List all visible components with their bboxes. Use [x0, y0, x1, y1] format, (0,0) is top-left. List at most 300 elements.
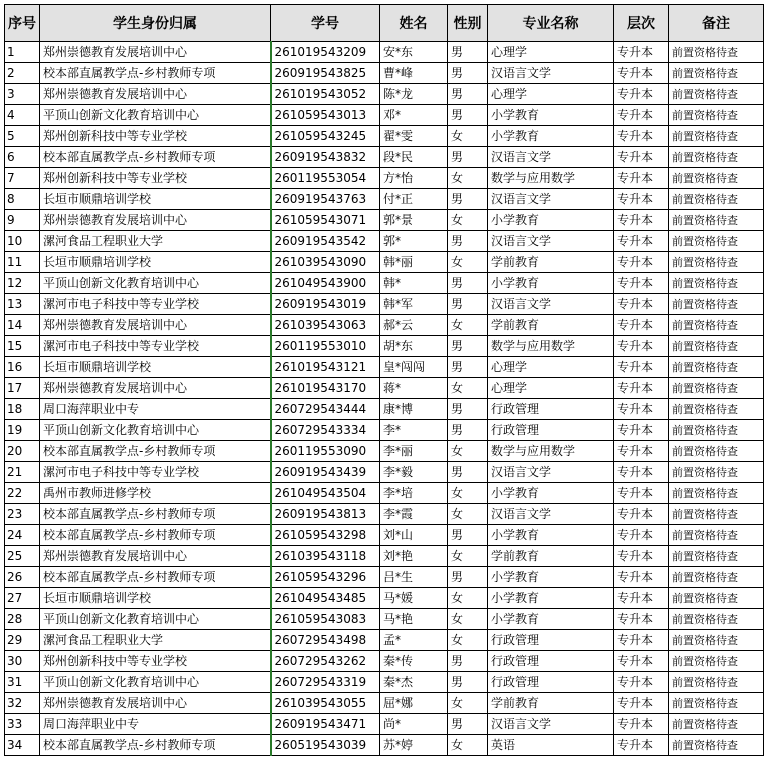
cell-student-id: 261019543170: [271, 378, 380, 399]
cell-student-id: 261019543052: [271, 84, 380, 105]
table-row: [5, 546, 764, 567]
cell-major: 数学与应用数学: [488, 168, 614, 189]
cell-student-id: 260729543262: [271, 651, 380, 672]
cell-level: 专升本: [614, 42, 669, 63]
cell-name: 付*正: [380, 189, 448, 210]
table-row: [5, 105, 764, 126]
cell-student-id: 261019543121: [271, 357, 380, 378]
cell-name: 陈*龙: [380, 84, 448, 105]
table-row: [5, 441, 764, 462]
cell-student-id: 260119553090: [271, 441, 380, 462]
cell-level: 专升本: [614, 273, 669, 294]
table-row: [5, 315, 764, 336]
cell-major: 汉语言文学: [488, 147, 614, 168]
cell-gender: 男: [448, 525, 488, 546]
cell-affiliation: 校本部直属教学点-乡村教师专项: [40, 63, 271, 84]
cell-affiliation: 校本部直属教学点-乡村教师专项: [40, 147, 271, 168]
student-table: [4, 4, 764, 756]
table-body: [5, 42, 764, 756]
cell-name: 韩*丽: [380, 252, 448, 273]
table-row: [5, 231, 764, 252]
cell-index: 10: [5, 231, 40, 252]
cell-name: 郭*: [380, 231, 448, 252]
cell-major: 英语: [488, 735, 614, 756]
cell-major: 心理学: [488, 84, 614, 105]
cell-affiliation: 郑州崇德教育发展培训中心: [40, 42, 271, 63]
cell-level: 专升本: [614, 672, 669, 693]
table-row: [5, 630, 764, 651]
cell-remark: 前置资格待查: [669, 210, 764, 231]
cell-affiliation: 周口海萍职业中专: [40, 714, 271, 735]
cell-level: 专升本: [614, 294, 669, 315]
cell-index: 30: [5, 651, 40, 672]
cell-student-id: 260919543471: [271, 714, 380, 735]
cell-level: 专升本: [614, 546, 669, 567]
cell-gender: 女: [448, 630, 488, 651]
table-row: [5, 714, 764, 735]
cell-affiliation: 平顶山创新文化教育培训中心: [40, 672, 271, 693]
cell-remark: 前置资格待查: [669, 378, 764, 399]
cell-remark: 前置资格待查: [669, 588, 764, 609]
header-remark: 备注: [669, 5, 764, 42]
cell-name: 胡*东: [380, 336, 448, 357]
table-row: [5, 357, 764, 378]
cell-index: 15: [5, 336, 40, 357]
cell-affiliation: 平顶山创新文化教育培训中心: [40, 273, 271, 294]
cell-level: 专升本: [614, 105, 669, 126]
cell-affiliation: 平顶山创新文化教育培训中心: [40, 105, 271, 126]
cell-major: 汉语言文学: [488, 189, 614, 210]
cell-affiliation: 周口海萍职业中专: [40, 399, 271, 420]
cell-student-id: 261049543504: [271, 483, 380, 504]
cell-level: 专升本: [614, 504, 669, 525]
cell-affiliation: 校本部直属教学点-乡村教师专项: [40, 735, 271, 756]
cell-index: 23: [5, 504, 40, 525]
cell-affiliation: 校本部直属教学点-乡村教师专项: [40, 504, 271, 525]
cell-index: 28: [5, 609, 40, 630]
cell-major: 汉语言文学: [488, 231, 614, 252]
cell-remark: 前置资格待查: [669, 336, 764, 357]
cell-name: 刘*山: [380, 525, 448, 546]
cell-affiliation: 平顶山创新文化教育培训中心: [40, 609, 271, 630]
cell-gender: 女: [448, 588, 488, 609]
cell-major: 学前教育: [488, 693, 614, 714]
table-row: [5, 672, 764, 693]
cell-remark: 前置资格待查: [669, 420, 764, 441]
cell-level: 专升本: [614, 231, 669, 252]
cell-level: 专升本: [614, 525, 669, 546]
cell-remark: 前置资格待查: [669, 714, 764, 735]
cell-level: 专升本: [614, 609, 669, 630]
cell-level: 专升本: [614, 147, 669, 168]
cell-level: 专升本: [614, 210, 669, 231]
cell-major: 心理学: [488, 42, 614, 63]
header-index: 序号: [5, 5, 40, 42]
cell-major: 小学教育: [488, 525, 614, 546]
cell-affiliation: 校本部直属教学点-乡村教师专项: [40, 525, 271, 546]
cell-level: 专升本: [614, 63, 669, 84]
cell-index: 25: [5, 546, 40, 567]
table-row: [5, 462, 764, 483]
cell-remark: 前置资格待查: [669, 126, 764, 147]
header-level: 层次: [614, 5, 669, 42]
cell-remark: 前置资格待查: [669, 315, 764, 336]
cell-affiliation: 长垣市顺鼎培训学校: [40, 588, 271, 609]
cell-gender: 男: [448, 84, 488, 105]
table-row: [5, 567, 764, 588]
cell-gender: 男: [448, 651, 488, 672]
cell-student-id: 260919543542: [271, 231, 380, 252]
cell-student-id: 261059543298: [271, 525, 380, 546]
cell-student-id: 261059543013: [271, 105, 380, 126]
cell-student-id: 260919543832: [271, 147, 380, 168]
cell-remark: 前置资格待查: [669, 504, 764, 525]
cell-remark: 前置资格待查: [669, 735, 764, 756]
cell-affiliation: 郑州崇德教育发展培训中心: [40, 378, 271, 399]
cell-index: 22: [5, 483, 40, 504]
table-row: [5, 84, 764, 105]
cell-level: 专升本: [614, 399, 669, 420]
cell-remark: 前置资格待查: [669, 42, 764, 63]
cell-level: 专升本: [614, 567, 669, 588]
cell-name: 康*博: [380, 399, 448, 420]
cell-student-id: 261039543063: [271, 315, 380, 336]
cell-affiliation: 校本部直属教学点-乡村教师专项: [40, 567, 271, 588]
cell-student-id: 260119553054: [271, 168, 380, 189]
cell-student-id: 261059543071: [271, 210, 380, 231]
table-row: [5, 525, 764, 546]
cell-gender: 男: [448, 420, 488, 441]
cell-student-id: 261049543900: [271, 273, 380, 294]
student-table-container: [4, 4, 763, 756]
cell-name: 郝*云: [380, 315, 448, 336]
cell-index: 5: [5, 126, 40, 147]
cell-affiliation: 漯河市电子科技中等专业学校: [40, 294, 271, 315]
cell-gender: 男: [448, 399, 488, 420]
cell-student-id: 261049543485: [271, 588, 380, 609]
header-major: 专业名称: [488, 5, 614, 42]
cell-major: 小学教育: [488, 609, 614, 630]
cell-gender: 男: [448, 147, 488, 168]
table-row: [5, 483, 764, 504]
cell-major: 行政管理: [488, 420, 614, 441]
cell-student-id: 260919543763: [271, 189, 380, 210]
table-row: [5, 693, 764, 714]
cell-major: 小学教育: [488, 483, 614, 504]
cell-major: 小学教育: [488, 273, 614, 294]
cell-index: 26: [5, 567, 40, 588]
cell-name: 秦*杰: [380, 672, 448, 693]
cell-index: 13: [5, 294, 40, 315]
cell-index: 18: [5, 399, 40, 420]
cell-gender: 男: [448, 63, 488, 84]
cell-student-id: 260729543444: [271, 399, 380, 420]
cell-name: 李*培: [380, 483, 448, 504]
cell-student-id: 261019543209: [271, 42, 380, 63]
cell-level: 专升本: [614, 168, 669, 189]
cell-major: 汉语言文学: [488, 462, 614, 483]
cell-affiliation: 漯河市电子科技中等专业学校: [40, 462, 271, 483]
table-row: [5, 735, 764, 756]
cell-name: 马*艳: [380, 609, 448, 630]
cell-gender: 男: [448, 357, 488, 378]
table-row: [5, 504, 764, 525]
cell-name: 李*毅: [380, 462, 448, 483]
cell-remark: 前置资格待查: [669, 609, 764, 630]
cell-student-id: 260729543334: [271, 420, 380, 441]
cell-gender: 女: [448, 252, 488, 273]
cell-student-id: 260729543498: [271, 630, 380, 651]
cell-affiliation: 长垣市顺鼎培训学校: [40, 252, 271, 273]
cell-level: 专升本: [614, 420, 669, 441]
cell-level: 专升本: [614, 84, 669, 105]
cell-affiliation: 郑州创新科技中等专业学校: [40, 651, 271, 672]
cell-major: 心理学: [488, 378, 614, 399]
cell-gender: 女: [448, 441, 488, 462]
cell-level: 专升本: [614, 252, 669, 273]
cell-gender: 男: [448, 336, 488, 357]
cell-student-id: 261039543055: [271, 693, 380, 714]
cell-remark: 前置资格待查: [669, 252, 764, 273]
cell-index: 11: [5, 252, 40, 273]
cell-level: 专升本: [614, 651, 669, 672]
cell-gender: 男: [448, 231, 488, 252]
cell-index: 14: [5, 315, 40, 336]
cell-name: 李*: [380, 420, 448, 441]
cell-remark: 前置资格待查: [669, 441, 764, 462]
cell-remark: 前置资格待查: [669, 105, 764, 126]
cell-gender: 男: [448, 105, 488, 126]
table-row: [5, 147, 764, 168]
cell-remark: 前置资格待查: [669, 567, 764, 588]
cell-affiliation: 校本部直属教学点-乡村教师专项: [40, 441, 271, 462]
cell-gender: 男: [448, 273, 488, 294]
cell-level: 专升本: [614, 315, 669, 336]
cell-remark: 前置资格待查: [669, 693, 764, 714]
cell-remark: 前置资格待查: [669, 168, 764, 189]
cell-level: 专升本: [614, 588, 669, 609]
cell-remark: 前置资格待查: [669, 651, 764, 672]
cell-gender: 女: [448, 546, 488, 567]
cell-affiliation: 漯河食品工程职业大学: [40, 630, 271, 651]
cell-affiliation: 禹州市教师进修学校: [40, 483, 271, 504]
cell-gender: 女: [448, 210, 488, 231]
cell-remark: 前置资格待查: [669, 273, 764, 294]
cell-remark: 前置资格待查: [669, 546, 764, 567]
cell-gender: 男: [448, 567, 488, 588]
cell-index: 32: [5, 693, 40, 714]
cell-name: 韩*军: [380, 294, 448, 315]
cell-affiliation: 郑州创新科技中等专业学校: [40, 126, 271, 147]
table-row: [5, 189, 764, 210]
cell-major: 心理学: [488, 357, 614, 378]
cell-name: 屈*娜: [380, 693, 448, 714]
table-row: [5, 42, 764, 63]
cell-gender: 女: [448, 378, 488, 399]
cell-index: 20: [5, 441, 40, 462]
table-row: [5, 273, 764, 294]
cell-affiliation: 漯河食品工程职业大学: [40, 231, 271, 252]
cell-name: 孟*: [380, 630, 448, 651]
cell-student-id: 260729543319: [271, 672, 380, 693]
cell-name: 苏*婷: [380, 735, 448, 756]
cell-index: 33: [5, 714, 40, 735]
table-row: [5, 210, 764, 231]
cell-index: 21: [5, 462, 40, 483]
cell-name: 刘*艳: [380, 546, 448, 567]
header-student-id: 学号: [271, 5, 380, 42]
cell-student-id: 261059543296: [271, 567, 380, 588]
cell-major: 学前教育: [488, 252, 614, 273]
header-name: 姓名: [380, 5, 448, 42]
cell-index: 17: [5, 378, 40, 399]
cell-remark: 前置资格待查: [669, 357, 764, 378]
cell-student-id: 261059543245: [271, 126, 380, 147]
cell-major: 小学教育: [488, 105, 614, 126]
table-row: [5, 126, 764, 147]
cell-gender: 女: [448, 168, 488, 189]
cell-name: 安*东: [380, 42, 448, 63]
cell-major: 学前教育: [488, 546, 614, 567]
cell-affiliation: 长垣市顺鼎培训学校: [40, 357, 271, 378]
cell-major: 汉语言文学: [488, 63, 614, 84]
cell-gender: 女: [448, 504, 488, 525]
cell-remark: 前置资格待查: [669, 63, 764, 84]
cell-remark: 前置资格待查: [669, 525, 764, 546]
cell-student-id: 260919543439: [271, 462, 380, 483]
cell-major: 小学教育: [488, 588, 614, 609]
cell-remark: 前置资格待查: [669, 84, 764, 105]
cell-major: 小学教育: [488, 210, 614, 231]
cell-index: 24: [5, 525, 40, 546]
cell-major: 小学教育: [488, 567, 614, 588]
cell-gender: 男: [448, 672, 488, 693]
cell-name: 尚*: [380, 714, 448, 735]
cell-name: 皇*闯闯: [380, 357, 448, 378]
cell-index: 34: [5, 735, 40, 756]
cell-name: 郭*景: [380, 210, 448, 231]
cell-gender: 男: [448, 294, 488, 315]
cell-index: 31: [5, 672, 40, 693]
cell-affiliation: 郑州创新科技中等专业学校: [40, 168, 271, 189]
header-gender: 性别: [448, 5, 488, 42]
cell-name: 邓*: [380, 105, 448, 126]
cell-name: 李*丽: [380, 441, 448, 462]
cell-name: 方*怡: [380, 168, 448, 189]
cell-index: 9: [5, 210, 40, 231]
cell-affiliation: 郑州崇德教育发展培训中心: [40, 693, 271, 714]
cell-level: 专升本: [614, 693, 669, 714]
cell-student-id: 261039543118: [271, 546, 380, 567]
cell-major: 汉语言文学: [488, 504, 614, 525]
table-row: [5, 609, 764, 630]
table-row: [5, 378, 764, 399]
cell-name: 秦*传: [380, 651, 448, 672]
table-row: [5, 336, 764, 357]
cell-gender: 男: [448, 462, 488, 483]
cell-index: 2: [5, 63, 40, 84]
cell-index: 12: [5, 273, 40, 294]
cell-major: 学前教育: [488, 315, 614, 336]
cell-remark: 前置资格待查: [669, 147, 764, 168]
cell-remark: 前置资格待查: [669, 189, 764, 210]
cell-major: 汉语言文学: [488, 294, 614, 315]
cell-major: 行政管理: [488, 651, 614, 672]
cell-index: 1: [5, 42, 40, 63]
cell-name: 吕*生: [380, 567, 448, 588]
header-row: [5, 5, 764, 42]
header-affiliation: 学生身份归属: [40, 5, 271, 42]
cell-affiliation: 漯河市电子科技中等专业学校: [40, 336, 271, 357]
cell-name: 李*霞: [380, 504, 448, 525]
cell-gender: 男: [448, 42, 488, 63]
cell-level: 专升本: [614, 378, 669, 399]
cell-remark: 前置资格待查: [669, 462, 764, 483]
table-row: [5, 294, 764, 315]
cell-level: 专升本: [614, 357, 669, 378]
cell-name: 韩*: [380, 273, 448, 294]
cell-student-id: 260919543825: [271, 63, 380, 84]
cell-level: 专升本: [614, 336, 669, 357]
cell-major: 数学与应用数学: [488, 336, 614, 357]
table-row: [5, 63, 764, 84]
table-row: [5, 651, 764, 672]
cell-level: 专升本: [614, 126, 669, 147]
cell-name: 曹*峰: [380, 63, 448, 84]
cell-major: 行政管理: [488, 399, 614, 420]
cell-level: 专升本: [614, 441, 669, 462]
table-row: [5, 588, 764, 609]
cell-major: 行政管理: [488, 672, 614, 693]
cell-index: 6: [5, 147, 40, 168]
cell-major: 数学与应用数学: [488, 441, 614, 462]
cell-affiliation: 郑州崇德教育发展培训中心: [40, 210, 271, 231]
cell-gender: 男: [448, 714, 488, 735]
cell-student-id: 260919543813: [271, 504, 380, 525]
cell-major: 汉语言文学: [488, 714, 614, 735]
cell-remark: 前置资格待查: [669, 399, 764, 420]
cell-level: 专升本: [614, 630, 669, 651]
cell-student-id: 261059543083: [271, 609, 380, 630]
cell-student-id: 261039543090: [271, 252, 380, 273]
cell-remark: 前置资格待查: [669, 231, 764, 252]
cell-level: 专升本: [614, 735, 669, 756]
cell-major: 小学教育: [488, 126, 614, 147]
cell-index: 7: [5, 168, 40, 189]
cell-remark: 前置资格待查: [669, 294, 764, 315]
cell-affiliation: 郑州崇德教育发展培训中心: [40, 315, 271, 336]
cell-name: 翟*雯: [380, 126, 448, 147]
cell-level: 专升本: [614, 462, 669, 483]
cell-index: 19: [5, 420, 40, 441]
cell-affiliation: 郑州崇德教育发展培训中心: [40, 546, 271, 567]
cell-index: 3: [5, 84, 40, 105]
cell-remark: 前置资格待查: [669, 630, 764, 651]
cell-name: 段*民: [380, 147, 448, 168]
cell-level: 专升本: [614, 714, 669, 735]
table-row: [5, 420, 764, 441]
cell-student-id: 260519543039: [271, 735, 380, 756]
cell-index: 16: [5, 357, 40, 378]
cell-affiliation: 平顶山创新文化教育培训中心: [40, 420, 271, 441]
cell-major: 行政管理: [488, 630, 614, 651]
cell-gender: 男: [448, 189, 488, 210]
cell-level: 专升本: [614, 483, 669, 504]
cell-remark: 前置资格待查: [669, 672, 764, 693]
cell-name: 马*媛: [380, 588, 448, 609]
cell-remark: 前置资格待查: [669, 483, 764, 504]
cell-gender: 女: [448, 609, 488, 630]
